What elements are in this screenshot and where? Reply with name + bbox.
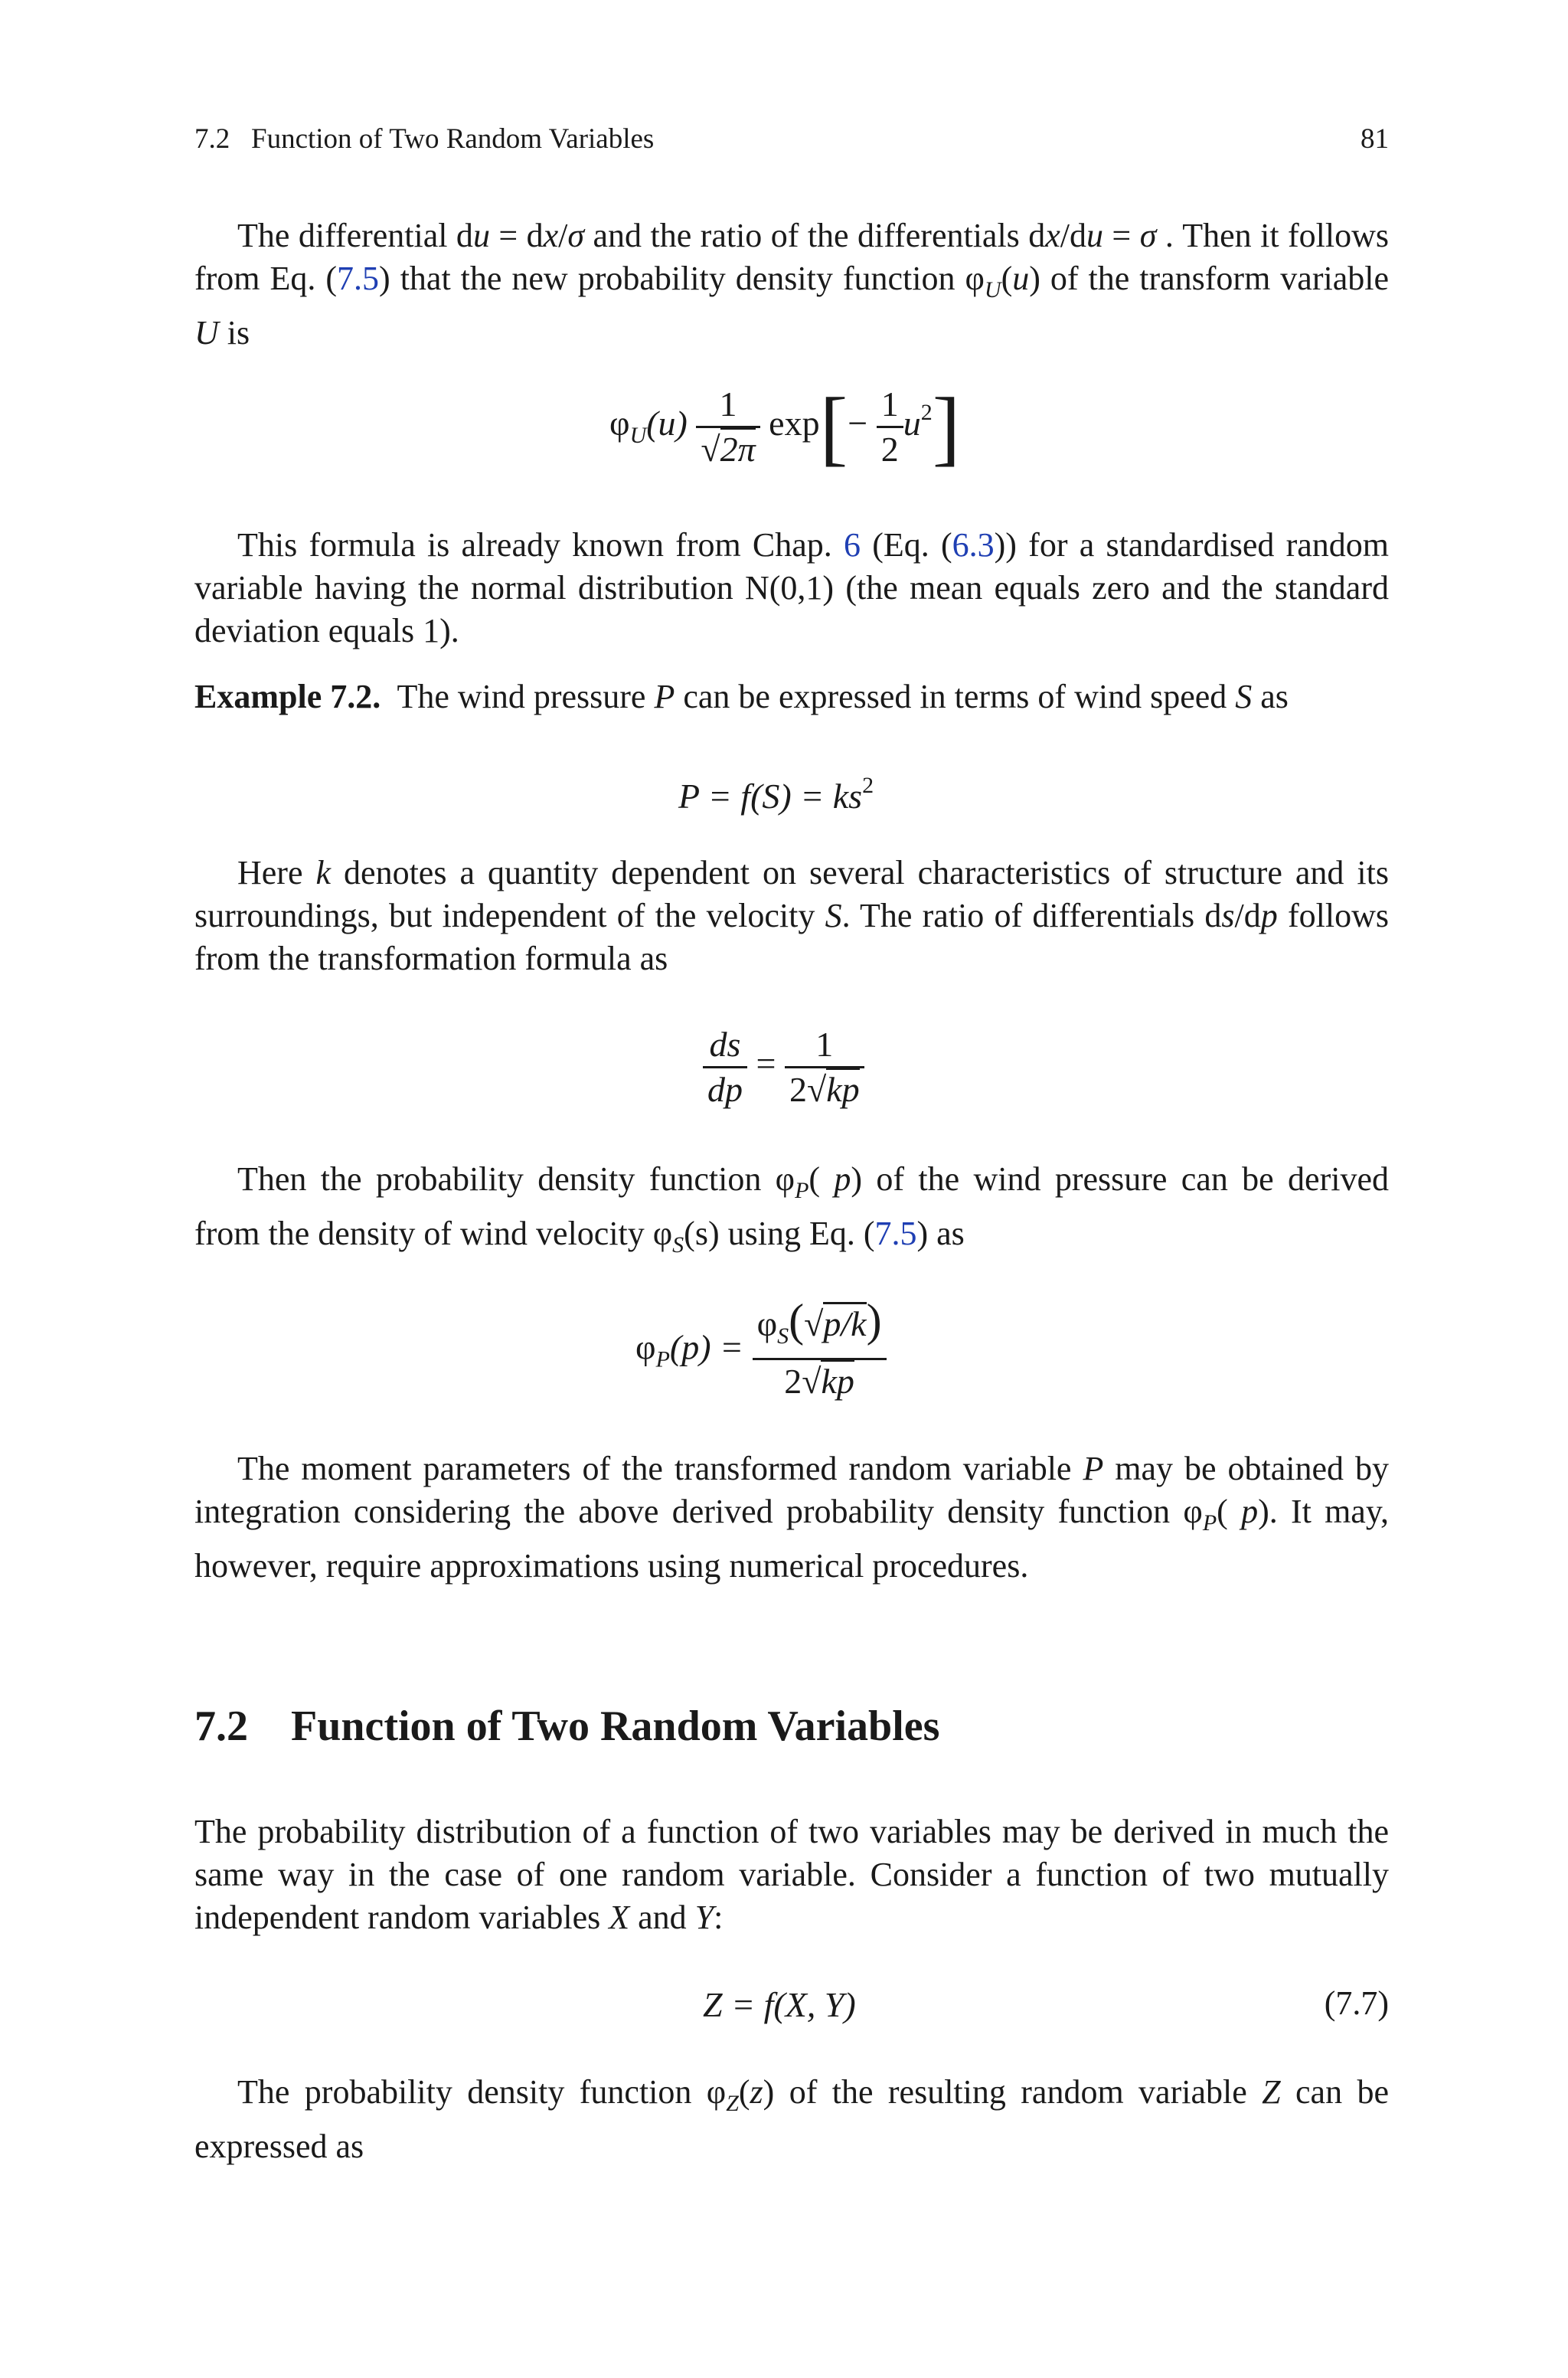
text: The differential d xyxy=(237,217,473,254)
minus: − xyxy=(848,404,868,443)
text: / xyxy=(558,217,568,254)
coefficient: 2 xyxy=(784,1362,802,1401)
var-U: U xyxy=(194,314,219,352)
exp-function: exp xyxy=(769,404,820,443)
radicand: 2π xyxy=(720,427,756,469)
phi: φ xyxy=(635,1327,656,1367)
numerator: ds xyxy=(709,1025,741,1064)
var-Y: Y xyxy=(694,1899,714,1936)
subscript: Z xyxy=(726,2091,739,2116)
running-header xyxy=(194,123,1389,168)
equation-text: P = f(S) = ks xyxy=(678,777,863,816)
text: ) of the wind pressure can be derived from the density of wind velocity φ xyxy=(194,1160,1389,1252)
text: = d xyxy=(489,217,544,254)
var-u: u xyxy=(472,217,490,254)
denominator: √2π xyxy=(696,426,760,471)
text: ) of the resulting random variable xyxy=(763,2073,1263,2111)
paragraph-3 xyxy=(194,852,1389,980)
text: . Then it follows from Eq. ( xyxy=(194,217,1389,297)
fraction xyxy=(753,1295,887,1403)
equation-link[interactable]: 7.5 xyxy=(874,1215,917,1252)
header-section: 7.2 Function of Two Random Variables xyxy=(194,123,655,155)
right-bracket: ] xyxy=(932,380,961,474)
numerator: 1 xyxy=(719,384,737,424)
denominator: 2 xyxy=(877,426,903,471)
paragraph-7 xyxy=(194,2071,1389,2168)
equation-link[interactable]: 6.3 xyxy=(952,526,995,564)
equation-pressure-density xyxy=(635,1295,887,1403)
text: Here xyxy=(237,854,316,891)
radicand: kp xyxy=(826,1068,859,1109)
equals-sign: = xyxy=(756,1044,776,1084)
left-bracket: [ xyxy=(819,380,848,474)
text: as xyxy=(1252,678,1289,715)
paragraph-1 xyxy=(194,214,1389,355)
coefficient: 2 xyxy=(789,1070,807,1109)
radicand: p/k xyxy=(823,1302,866,1343)
var-P: P xyxy=(654,678,675,715)
text: ( xyxy=(1217,1493,1242,1530)
text: The probability density function φ xyxy=(237,2073,727,2111)
numerator: 1 xyxy=(880,384,899,424)
text: : xyxy=(714,1899,724,1936)
power: 2 xyxy=(862,773,874,798)
phi: φ xyxy=(756,1304,778,1343)
text: Then the probability density function φ xyxy=(237,1160,795,1198)
equation-number: (7.7) xyxy=(1324,1984,1389,2022)
text: follows from the transformation formula as xyxy=(194,897,1389,977)
text: can be expressed as xyxy=(194,2073,1389,2165)
text: can be expressed in terms of wind speed xyxy=(675,678,1236,715)
fraction-rhs xyxy=(785,1023,864,1111)
text: The wind pressure xyxy=(381,678,655,715)
text: . The ratio of differentials d xyxy=(841,897,1222,934)
text: )) for a standardised random variable having the normal distribution N(0,1) (the mean equals zero and the standard deviation equals 1). xyxy=(194,526,1390,649)
text: /d xyxy=(1060,217,1086,254)
subscript: U xyxy=(629,423,647,449)
text: ) as xyxy=(916,1215,965,1252)
var-p: p xyxy=(834,1160,851,1198)
equation-ds-dp xyxy=(703,1023,864,1111)
var-Z: Z xyxy=(1262,2073,1281,2111)
numerator: 1 xyxy=(815,1025,834,1064)
text: denotes a quantity dependent on several characteristics of structure and its surroundings, but independent of the velocity xyxy=(194,854,1389,934)
denominator: 2√kp xyxy=(753,1358,887,1403)
text: ) of the transform variable xyxy=(1029,260,1389,297)
text: This formula is already known from Chap. xyxy=(237,526,844,564)
text: ). It may, however, require approximations using numerical procedures. xyxy=(194,1493,1389,1585)
argument: (p) = xyxy=(669,1327,744,1367)
argument: (u) xyxy=(646,404,688,443)
var-u: u xyxy=(903,404,921,443)
example-7-2 xyxy=(194,675,1389,718)
text: The probability distribution of a function of two variables may be derived in much the same way in the case of one random variable. Consider a function of two mutually independent random variables xyxy=(194,1813,1389,1936)
subscript: U xyxy=(984,277,1001,303)
var-p: p xyxy=(1241,1493,1259,1530)
denominator: 2√kp xyxy=(785,1066,864,1111)
numerator: $\varphi_S(√p/k)$ xyxy=(756,1295,882,1349)
paragraph-6 xyxy=(194,1810,1389,1939)
radicand: kp xyxy=(821,1359,854,1401)
var-x: x xyxy=(1045,217,1060,254)
text: ( xyxy=(738,2073,750,2111)
text: ) that the new probability density function φ xyxy=(379,260,985,297)
text: /d xyxy=(1234,897,1261,934)
text: ( xyxy=(1001,260,1013,297)
var-s: s xyxy=(1221,897,1235,934)
section-title: Function of Two Random Variables xyxy=(291,1703,940,1750)
var-p: p xyxy=(1260,897,1278,934)
var-u: u xyxy=(1012,260,1030,297)
fraction-ds-dp xyxy=(703,1023,747,1111)
text: (s) using Eq. ( xyxy=(684,1215,875,1252)
var-X: X xyxy=(609,1899,630,1936)
subscript: P xyxy=(795,1178,809,1203)
denominator: dp xyxy=(703,1066,747,1111)
text: (Eq. ( xyxy=(861,526,952,564)
phi: φ xyxy=(609,404,630,443)
subscript: P xyxy=(655,1346,670,1372)
var-u: u xyxy=(1086,217,1103,254)
var-S: S xyxy=(1235,678,1253,715)
equation-wind-pressure xyxy=(678,764,874,818)
paragraph-4 xyxy=(194,1158,1389,1267)
var-sigma: σ xyxy=(567,217,585,254)
text: ( xyxy=(808,1160,835,1198)
var-k: k xyxy=(315,854,332,891)
fraction xyxy=(696,383,760,471)
equation-text: Z = f(X, Y) xyxy=(703,1985,856,2024)
subscript: S xyxy=(777,1323,789,1349)
fraction-half xyxy=(877,383,903,471)
var-z: z xyxy=(750,2073,763,2111)
text: is xyxy=(218,314,250,352)
text: = xyxy=(1103,217,1140,254)
equation-normal-density xyxy=(609,380,961,474)
subscript: P xyxy=(1202,1510,1217,1536)
subscript: S xyxy=(672,1232,684,1258)
var-S: S xyxy=(825,897,842,934)
section-number: 7.2 xyxy=(194,1703,248,1750)
text: may be obtained by integration considering the above derived probability density function φ xyxy=(194,1450,1389,1530)
var-sigma: σ xyxy=(1139,217,1157,254)
text: The moment parameters of the transformed random variable xyxy=(237,1450,1083,1487)
power: 2 xyxy=(920,400,933,426)
section-heading xyxy=(194,1702,939,1751)
var-P: P xyxy=(1083,1450,1104,1487)
chapter-link[interactable]: 6 xyxy=(844,526,861,564)
var-x: x xyxy=(543,217,559,254)
example-label: Example 7.2. xyxy=(194,678,381,715)
page-number: 81 xyxy=(1361,123,1389,155)
equation-7-7 xyxy=(703,1984,856,2026)
paragraph-2 xyxy=(194,524,1389,653)
text: and xyxy=(629,1899,695,1936)
equation-link[interactable]: 7.5 xyxy=(337,260,380,297)
text: and the ratio of the differentials d xyxy=(584,217,1046,254)
paragraph-5 xyxy=(194,1447,1389,1588)
